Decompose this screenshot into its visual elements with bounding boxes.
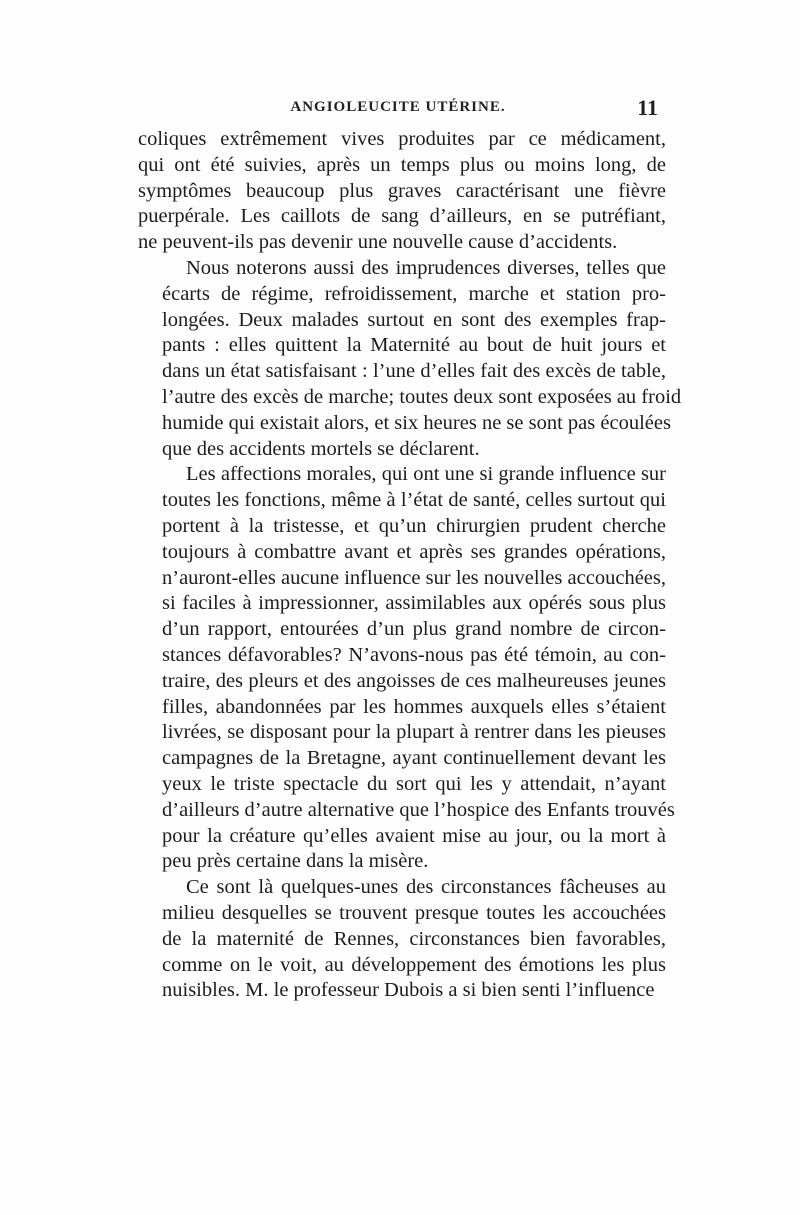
text-line: Les affections morales, qui ont une si grande influence sur: [186, 463, 666, 486]
text-line: Ce sont là quelques-unes des circonstances fâcheuses au: [186, 876, 666, 899]
text-line: puerpérale. Les caillots de sang d’ailleurs, en se putréfiant,: [138, 205, 666, 228]
text-line: symptômes beaucoup plus graves caractérisant une fièvre: [138, 179, 666, 202]
text-line: toutes les fonctions, même à l’état de santé, celles surtout qui: [162, 489, 666, 512]
paragraph: [138, 127, 666, 256]
text-line: Nous noterons aussi des imprudences diverses, telles que: [186, 256, 666, 279]
text-line: d’un rapport, entourées d’un plus grand nombre de circon-: [162, 618, 666, 641]
text-line: milieu desquelles se trouvent presque toutes les accouchées: [162, 901, 666, 924]
body-text: [138, 127, 682, 1004]
paragraph: [138, 256, 682, 462]
text-line: ne peuvent-ils pas devenir une nouvelle cause d’accidents.: [138, 231, 618, 254]
text-line: toujours à combattre avant et après ses grandes opérations,: [162, 540, 666, 563]
text-line: d’ailleurs d’autre alternative que l’hospice des Enfants trouvés: [162, 798, 675, 821]
text-line: nuisibles. M. le professeur Dubois a si bien senti l’influence: [162, 979, 655, 1002]
text-line: stances défavorables? N’avons-nous pas été témoin, au con-: [162, 643, 666, 666]
text-line: yeux le triste spectacle du sort qui les y attendait, n’ayant: [162, 772, 666, 795]
text-line: campagnes de la Bretagne, ayant continuellement devant les: [162, 747, 666, 770]
text-line: dans un état satisfaisant : l’une d’elles fait des excès de table,: [162, 360, 666, 383]
text-line: longées. Deux malades surtout en sont des exemples frap-: [162, 308, 666, 331]
page-number: 11: [637, 95, 658, 120]
text-line: humide qui existait alors, et six heures ne se sont pas écoulées: [162, 411, 671, 434]
text-line: si faciles à impressionner, assimilables aux opérés sous plus: [162, 592, 666, 615]
text-line: écarts de régime, refroidissement, marche et station pro-: [162, 282, 666, 305]
text-line: coliques extrêmement vives produites par ce médicament,: [138, 128, 666, 150]
text-line: que des accidents mortels se déclarent.: [162, 437, 480, 460]
text-line: filles, abandonnées par les hommes auxquels elles s’étaient: [162, 695, 666, 718]
text-line: qui ont été suivies, après un temps plus ou moins long, de: [138, 153, 666, 176]
text-line: l’autre des excès de marche; toutes deux sont exposées au froid: [162, 385, 682, 408]
text-line: pants : elles quittent la Maternité au bout de huit jours et: [162, 334, 666, 357]
text-line: pour la créature qu’elles avaient mise au jour, ou la mort à: [162, 824, 666, 847]
text-line: comme on le voit, au développement des émotions les plus: [162, 953, 666, 976]
text-line: n’auront-elles aucune influence sur les nouvelles accouchées,: [162, 566, 666, 589]
paragraph: [138, 462, 675, 875]
running-head: ANGIOLEUCITE UTÉRINE.: [290, 99, 506, 115]
text-line: portent à la tristesse, et qu’un chirurgien prudent cherche: [162, 514, 666, 537]
text-line: traire, des pleurs et des angoisses de ces malheureuses jeunes: [162, 669, 666, 692]
text-line: de la maternité de Rennes, circonstances bien favorables,: [162, 927, 666, 950]
text-line: peu près certaine dans la misère.: [162, 850, 429, 873]
text-line: livrées, se disposant pour la plupart à rentrer dans les pieuses: [162, 721, 666, 744]
page-header: [138, 95, 658, 125]
paragraph: [138, 875, 666, 1004]
